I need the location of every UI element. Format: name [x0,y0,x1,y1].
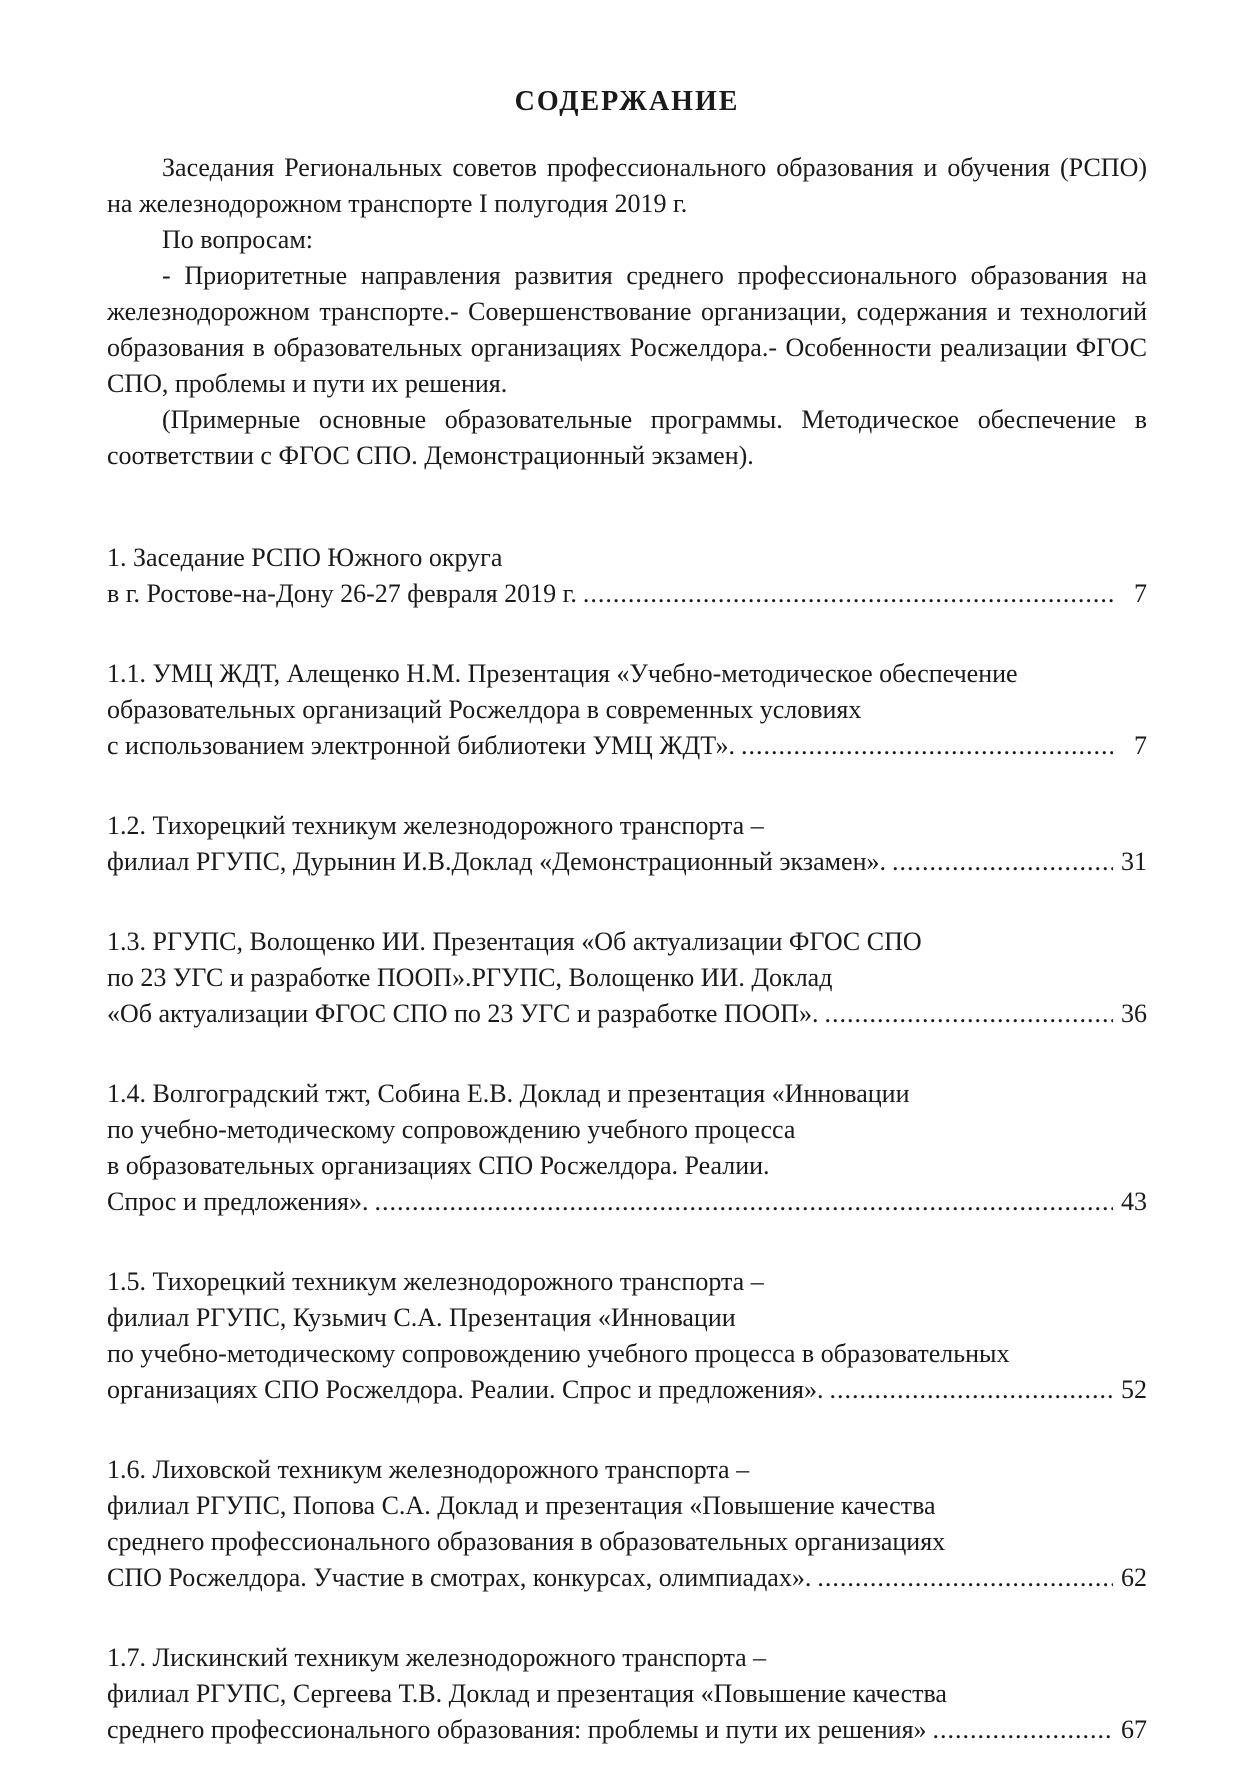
toc-entry-line: 1.6. Лиховской техникум железнодорожного транспорта – [107,1455,750,1484]
toc-entry-text: филиал РГУПС, Дурынин И.В.Доклад «Демонстрационный экзамен». [107,847,887,876]
intro-section [107,150,1147,474]
toc-entry [107,1452,1147,1596]
toc-entry [107,808,1147,880]
intro-paragraph: По вопросам: [162,225,314,254]
toc-page-number: 36 [1121,999,1147,1028]
toc-page-number: 31 [1121,847,1147,876]
toc-entry-line: 1. Заседание РСПО Южного округа [107,543,503,572]
toc-entry-last-line [107,576,1147,612]
toc-entry-last-line [107,728,1147,764]
toc-page-number: 62 [1121,1563,1147,1592]
dot-leader [933,1712,1113,1748]
toc-entry-line: 1.3. РГУПС, Волощенко ИИ. Презентация «Об актуализации ФГОС СПО [107,927,922,956]
toc-entry-last-line [107,996,1147,1032]
intro-paragraph: (Примерные основные образовательные программы. Методическое обеспечение в соответствии с ФГОС СПО. Демонстрационный экзамен). [107,405,1147,470]
toc-entry-line: образовательных организаций Росжелдора в современных условиях [107,695,862,724]
dot-leader [817,1560,1113,1596]
toc-entry-line: 1.7. Лискинский техникум железнодорожного транспорта – [107,1643,767,1672]
page-title: СОДЕРЖАНИЕ [514,86,740,117]
table-of-contents [107,540,1147,1792]
toc-entry [107,540,1147,612]
toc-entry-line: 1.1. УМЦ ЖДТ, Алещенко Н.М. Презентация «Учебно-методическое обеспечение [107,659,1018,688]
toc-entry-text: в г. Ростове-на-Дону 26-27 февраля 2019 г. [107,579,577,608]
toc-entry-last-line [107,1184,1147,1220]
toc-page-number: 43 [1121,1187,1147,1216]
toc-entry [107,1264,1147,1408]
dot-leader [829,1372,1113,1408]
toc-entry [107,656,1147,764]
dot-leader [583,576,1113,612]
toc-page-number: 52 [1121,1375,1147,1404]
toc-entry [107,1640,1147,1748]
toc-entry-line: 1.5. Тихорецкий техникум железнодорожного транспорта – [107,1267,764,1296]
toc-entry-last-line [107,1712,1147,1748]
toc-entry-text: среднего профессионального образования: проблемы и пути их решения» [107,1715,927,1744]
toc-page-number: 7 [1134,731,1147,760]
toc-entry-text: Спрос и предложения». [107,1187,369,1216]
dot-leader [824,996,1113,1032]
toc-entry-last-line [107,844,1147,880]
toc-entry [107,1076,1147,1220]
toc-entry-line: 1.2. Тихорецкий техникум железнодорожного транспорта – [107,811,764,840]
dot-leader [741,728,1113,764]
toc-entry-text: «Об актуализации ФГОС СПО по 23 УГС и разработке ПООП». [107,999,819,1028]
toc-entry-line: в образовательных организациях СПО Росжелдора. Реалии. [107,1151,770,1180]
toc-entry-text: с использованием электронной библиотеки УМЦ ЖДТ». [107,731,735,760]
toc-entry-text: организациях СПО Росжелдора. Реалии. Спрос и предложения». [107,1375,824,1404]
intro-paragraph: Заседания Региональных советов профессионального образования и обучения (РСПО) на железнодорожном транспорте I полугодия 2019 г. [107,153,1147,218]
toc-entry-line: филиал РГУПС, Кузьмич С.А. Презентация «Инновации [107,1303,736,1332]
dot-leader [892,844,1113,880]
toc-entry-line: филиал РГУПС, Попова С.А. Доклад и презентация «Повышение качества [107,1491,936,1520]
toc-entry-line: среднего профессионального образования в образовательных организациях [107,1527,946,1556]
intro-paragraph: - Приоритетные направления развития среднего профессионального образования на железнодорожном транспорте.- Совершенствование организации, содержания и технологий образования в образовательных организациях Росжелдора.- Особенности реализации ФГОС СПО, проблемы и пути их решения. [107,261,1147,398]
toc-entry [107,924,1147,1032]
toc-page-number: 7 [1134,579,1147,608]
toc-entry-last-line [107,1560,1147,1596]
toc-entry-text: СПО Росжелдора. Участие в смотрах, конкурсах, олимпиадах». [107,1563,812,1592]
toc-entry-line: по 23 УГС и разработке ПООП».РГУПС, Волощенко ИИ. Доклад [107,963,833,992]
toc-entry-line: по учебно-методическому сопровождению учебного процесса [107,1115,796,1144]
toc-page-number: 67 [1121,1715,1147,1744]
toc-entry-line: 1.4. Волгоградский тжт, Собина Е.В. Доклад и презентация «Инновации [107,1079,910,1108]
toc-entry-line: филиал РГУПС, Сергеева Т.В. Доклад и презентация «Повышение качества [107,1679,947,1708]
dot-leader [374,1184,1113,1220]
toc-entry-line: по учебно-методическому сопровождению учебного процесса в образовательных [107,1339,1010,1368]
toc-entry-last-line [107,1372,1147,1408]
